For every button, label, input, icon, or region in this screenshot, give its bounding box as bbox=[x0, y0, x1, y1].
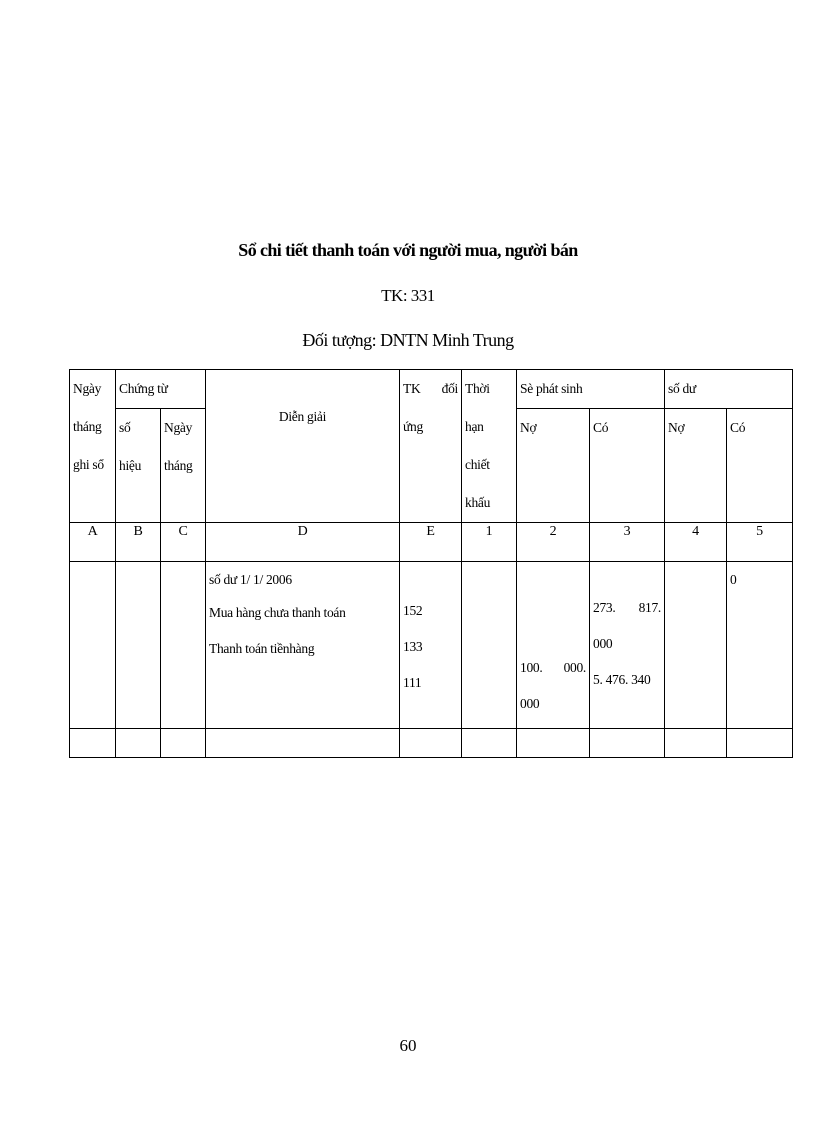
header-arising-cell bbox=[517, 370, 665, 409]
empty-cell bbox=[161, 729, 206, 758]
header-date-line2: tháng bbox=[73, 419, 102, 434]
header-balance: số dư bbox=[668, 381, 696, 396]
header-description-cell bbox=[206, 370, 400, 523]
empty-cell bbox=[116, 729, 161, 758]
header-arising-credit-cell bbox=[590, 409, 665, 523]
entry-debit-part3: 000 bbox=[520, 696, 540, 711]
header-arising-debit: Nợ bbox=[520, 420, 537, 435]
header-voucher-no-line1: số bbox=[119, 420, 131, 435]
header-term-cell bbox=[462, 370, 517, 523]
header-date-line3: ghi sổ bbox=[73, 457, 104, 472]
entry-debit-part2: 000. bbox=[563, 660, 586, 675]
entry-voucher-no-cell bbox=[116, 562, 161, 729]
ledger-title: Sổ chi tiết thanh toán với người mua, người bán bbox=[238, 240, 578, 260]
account-code: TK: 331 bbox=[381, 286, 435, 305]
entry-arising-credit-cell bbox=[590, 562, 665, 729]
column-letter: 4 bbox=[665, 523, 727, 562]
entry-description-cell bbox=[206, 562, 400, 729]
entry-debit-line1 bbox=[520, 650, 586, 686]
empty-cell bbox=[462, 729, 517, 758]
header-date-line1: Ngày bbox=[73, 381, 102, 396]
entry-term-cell bbox=[462, 562, 517, 729]
column-letter: 2 bbox=[517, 523, 590, 562]
column-letter: 1 bbox=[462, 523, 517, 562]
entry-date-cell bbox=[70, 562, 116, 729]
entry-description-payment: Thanh toán tiềnhàng bbox=[209, 641, 315, 656]
header-counter-account-word2: đối bbox=[441, 381, 458, 396]
header-term-line4: khấu bbox=[465, 495, 491, 510]
entry-account: 133 bbox=[403, 639, 423, 654]
entry-account: 152 bbox=[403, 603, 423, 618]
entry-credit1-part1: 273. bbox=[593, 600, 616, 615]
empty-cell bbox=[517, 729, 590, 758]
header-balance-debit: Nợ bbox=[668, 420, 685, 435]
entry-credit1-part3: 000 bbox=[593, 636, 613, 651]
entry-credit1-part2: 817. bbox=[638, 600, 661, 615]
header-voucher-date-line1: Ngày bbox=[164, 420, 193, 435]
header-term-line1: Thời bbox=[465, 381, 490, 396]
column-letter: 5 bbox=[727, 523, 793, 562]
column-letter: E bbox=[400, 523, 462, 562]
entry-voucher-date-cell bbox=[161, 562, 206, 729]
entry-account-cell bbox=[400, 562, 462, 729]
header-counter-account-line2: ứng bbox=[403, 419, 423, 434]
header-counter-account-word1: TK bbox=[403, 381, 421, 396]
header-term-line2: hạn bbox=[465, 419, 484, 434]
header-arising: Sè phát sinh bbox=[520, 381, 583, 396]
ledger-table bbox=[69, 369, 793, 758]
header-voucher: Chứng từ bbox=[119, 381, 168, 396]
header-voucher-cell bbox=[116, 370, 206, 409]
header-voucher-date-cell bbox=[161, 409, 206, 523]
header-row-1 bbox=[70, 370, 793, 409]
column-letter: C bbox=[161, 523, 206, 562]
empty-cell bbox=[400, 729, 462, 758]
column-letter: A bbox=[70, 523, 116, 562]
column-letter-row bbox=[70, 523, 793, 562]
entry-credit2: 5. 476. 340 bbox=[593, 672, 651, 687]
empty-row bbox=[70, 729, 793, 758]
column-letter: 3 bbox=[590, 523, 665, 562]
empty-cell bbox=[206, 729, 400, 758]
empty-cell bbox=[590, 729, 665, 758]
header-balance-cell bbox=[665, 370, 793, 409]
ledger-subject: Đối tượng: DNTN Minh Trung bbox=[302, 330, 514, 350]
entry-balance-debit-cell bbox=[665, 562, 727, 729]
page-number: 60 bbox=[399, 1036, 417, 1055]
header-balance-debit-cell bbox=[665, 409, 727, 523]
entry-arising-debit-cell bbox=[517, 562, 590, 729]
header-arising-debit-cell bbox=[517, 409, 590, 523]
header-description: Diễn giải bbox=[278, 409, 327, 424]
header-term-line3: chiết bbox=[465, 457, 490, 472]
column-letter: D bbox=[206, 523, 400, 562]
entry-description-purchase: Mua hàng chưa thanh toán bbox=[209, 605, 346, 620]
entry-credit1-line1 bbox=[593, 590, 661, 626]
header-voucher-no-line2: hiệu bbox=[119, 458, 142, 473]
entry-description-opening: số dư 1/ 1/ 2006 bbox=[209, 572, 292, 587]
header-counter-account-line1 bbox=[403, 370, 458, 408]
header-balance-credit-cell bbox=[727, 409, 793, 523]
header-voucher-no-cell bbox=[116, 409, 161, 523]
empty-cell bbox=[70, 729, 116, 758]
header-arising-credit: Có bbox=[593, 420, 609, 435]
header-voucher-date-line2: tháng bbox=[164, 458, 193, 473]
empty-cell bbox=[727, 729, 793, 758]
header-date-cell bbox=[70, 370, 116, 523]
header-counter-account-cell bbox=[400, 370, 462, 523]
header-balance-credit: Có bbox=[730, 420, 746, 435]
column-letter: B bbox=[116, 523, 161, 562]
entry-row bbox=[70, 562, 793, 729]
entry-balance-credit: 0 bbox=[730, 572, 737, 587]
empty-cell bbox=[665, 729, 727, 758]
entry-debit-part1: 100. bbox=[520, 660, 543, 675]
entry-balance-credit-cell bbox=[727, 562, 793, 729]
entry-account: 111 bbox=[403, 675, 422, 690]
